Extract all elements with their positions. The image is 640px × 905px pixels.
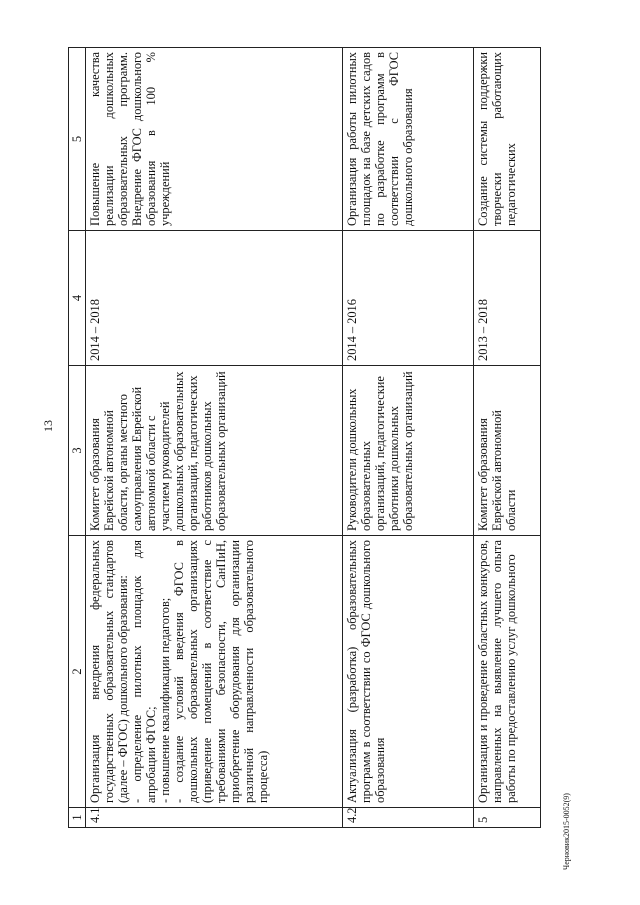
- period-cell: 2013 – 2018: [474, 231, 541, 366]
- column-header: 2: [69, 536, 86, 808]
- measure-cell: [86, 536, 343, 808]
- measure-text: - повышение квалификации педагогов;: [158, 597, 172, 803]
- executor-cell: Комитет образования Еврейской автономной области: [474, 366, 541, 536]
- column-header: 1: [69, 808, 86, 828]
- rotated-page-content: [68, 48, 576, 828]
- table-row: [474, 48, 541, 828]
- footer-stamp: Черновик2015-0052(9): [562, 793, 571, 870]
- measure-text: Актуализация (разработка) образовательных программ в соответствии со ФГОС дошкольного образования: [345, 540, 387, 803]
- measure-text: Организация внедрения федеральных государственных образовательных стандартов (далее – ФГОС) дошкольного образования:: [88, 540, 130, 803]
- measures-table: [68, 47, 541, 828]
- column-header: 4: [69, 231, 86, 366]
- result-cell: Создание системы поддержки творчески работающих педагогических: [474, 48, 541, 231]
- row-number: 4.2: [343, 808, 474, 828]
- table-header-row: [69, 48, 86, 828]
- page-number: 13: [41, 420, 55, 432]
- row-number: 4.1: [86, 808, 343, 828]
- period-cell: 2014 – 2016: [343, 231, 474, 366]
- measure-text: Организация и проведение областных конкурсов, направленных на выявление лучшего опыта работы по предоставлению услуг дошкольного: [476, 540, 518, 803]
- executor-cell: Комитет образования Еврейской автономной области, органы местного самоуправления Еврейской автономной области с участием руководителей дошкольных образовательных организаций, педагогических работников дошкольных образовательных организаций: [86, 366, 343, 536]
- table-row: [86, 48, 343, 828]
- measure-cell: [343, 536, 474, 808]
- table-row: [343, 48, 474, 828]
- column-header: 5: [69, 48, 86, 231]
- measure-text: - определение пилотных площадок для апробации ФГОС;: [130, 540, 158, 803]
- measure-cell: [474, 536, 541, 808]
- result-cell: Повышение качества реализации дошкольных образовательных программ. Внедрение ФГОС дошкольного образования в 100 % учреждений: [86, 48, 343, 231]
- column-header: 3: [69, 366, 86, 536]
- period-cell: 2014 – 2018: [86, 231, 343, 366]
- executor-cell: Руководители дошкольных образовательных организаций, педагогические работники дошкольных образовательных организаций: [343, 366, 474, 536]
- measure-text: - создание условий введения ФГОС в дошкольных образовательных организациях (приведение помещений в соответствие с требованиями безопасности, СанПиН, приобретение оборудования для организации различной направленности образовательного процесса): [172, 540, 270, 803]
- result-cell: Организация работы пилотных площадок на базе детских садов по разработке программ в соответствии с ФГОС дошкольного образования: [343, 48, 474, 231]
- row-number: 5: [474, 808, 541, 828]
